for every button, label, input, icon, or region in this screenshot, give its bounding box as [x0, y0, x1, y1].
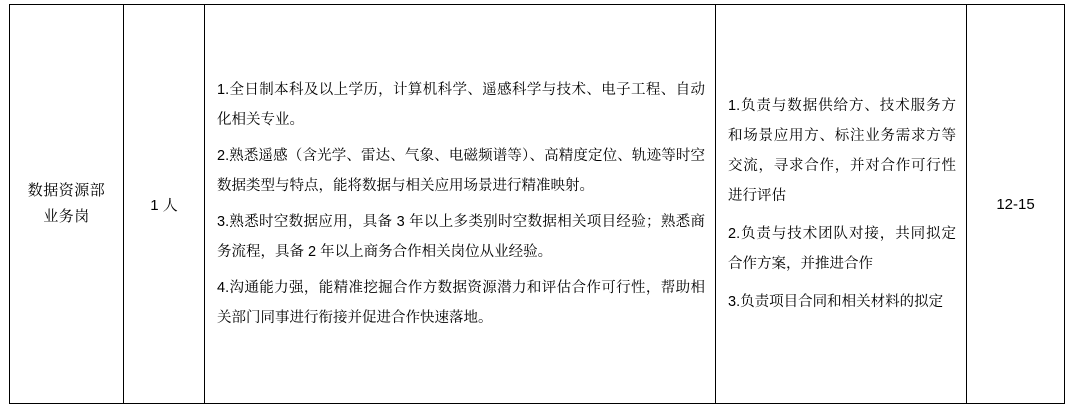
- requirement-item: 4.沟通能力强，能精准挖掘合作方数据资源潜力和评估合作可行性，帮助相关部门同事进行衔接并促进合作快速落地。: [217, 280, 705, 326]
- position-cell: [10, 5, 124, 404]
- requirements-body: [205, 67, 715, 341]
- salary-cell: 12-15: [967, 5, 1065, 404]
- duty-item: 1.负责与数据供给方、技术服务方和场景应用方、标注业务需求方等交流，寻求合作，并对合作可行性进行评估: [728, 98, 956, 204]
- position-name: [10, 178, 123, 230]
- duties-cell: [716, 5, 967, 404]
- requirement-item: 3.熟悉时空数据应用，具备 3 年以上多类别时空数据相关项目经验；熟悉商务流程，具备 2 年以上商务合作相关岗位从业经验。: [217, 214, 705, 260]
- position-line-2: 业务岗: [43, 208, 90, 225]
- headcount-cell: 1 人: [124, 5, 205, 404]
- job-posting-table: [9, 4, 1065, 404]
- duties-body: [716, 83, 966, 325]
- requirements-cell: [205, 5, 716, 404]
- table-body: [10, 5, 1065, 404]
- duty-item: 3.负责项目合同和相关材料的拟定: [728, 294, 944, 310]
- position-line-1: 数据资源部: [27, 182, 106, 199]
- requirement-item: 1.全日制本科及以上学历，计算机科学、遥感科学与技术、电子工程、自动化相关专业。: [217, 82, 705, 128]
- document-sheet: [0, 4, 1080, 415]
- requirement-item: 2.熟悉遥感（含光学、雷达、气象、电磁频谱等）、高精度定位、轨迹等时空数据类型与特点，能将数据与相关应用场景进行精准映射。: [217, 148, 705, 194]
- duty-item: 2.负责与技术团队对接，共同拟定合作方案，并推进合作: [728, 226, 956, 272]
- table-row: [10, 5, 1065, 404]
